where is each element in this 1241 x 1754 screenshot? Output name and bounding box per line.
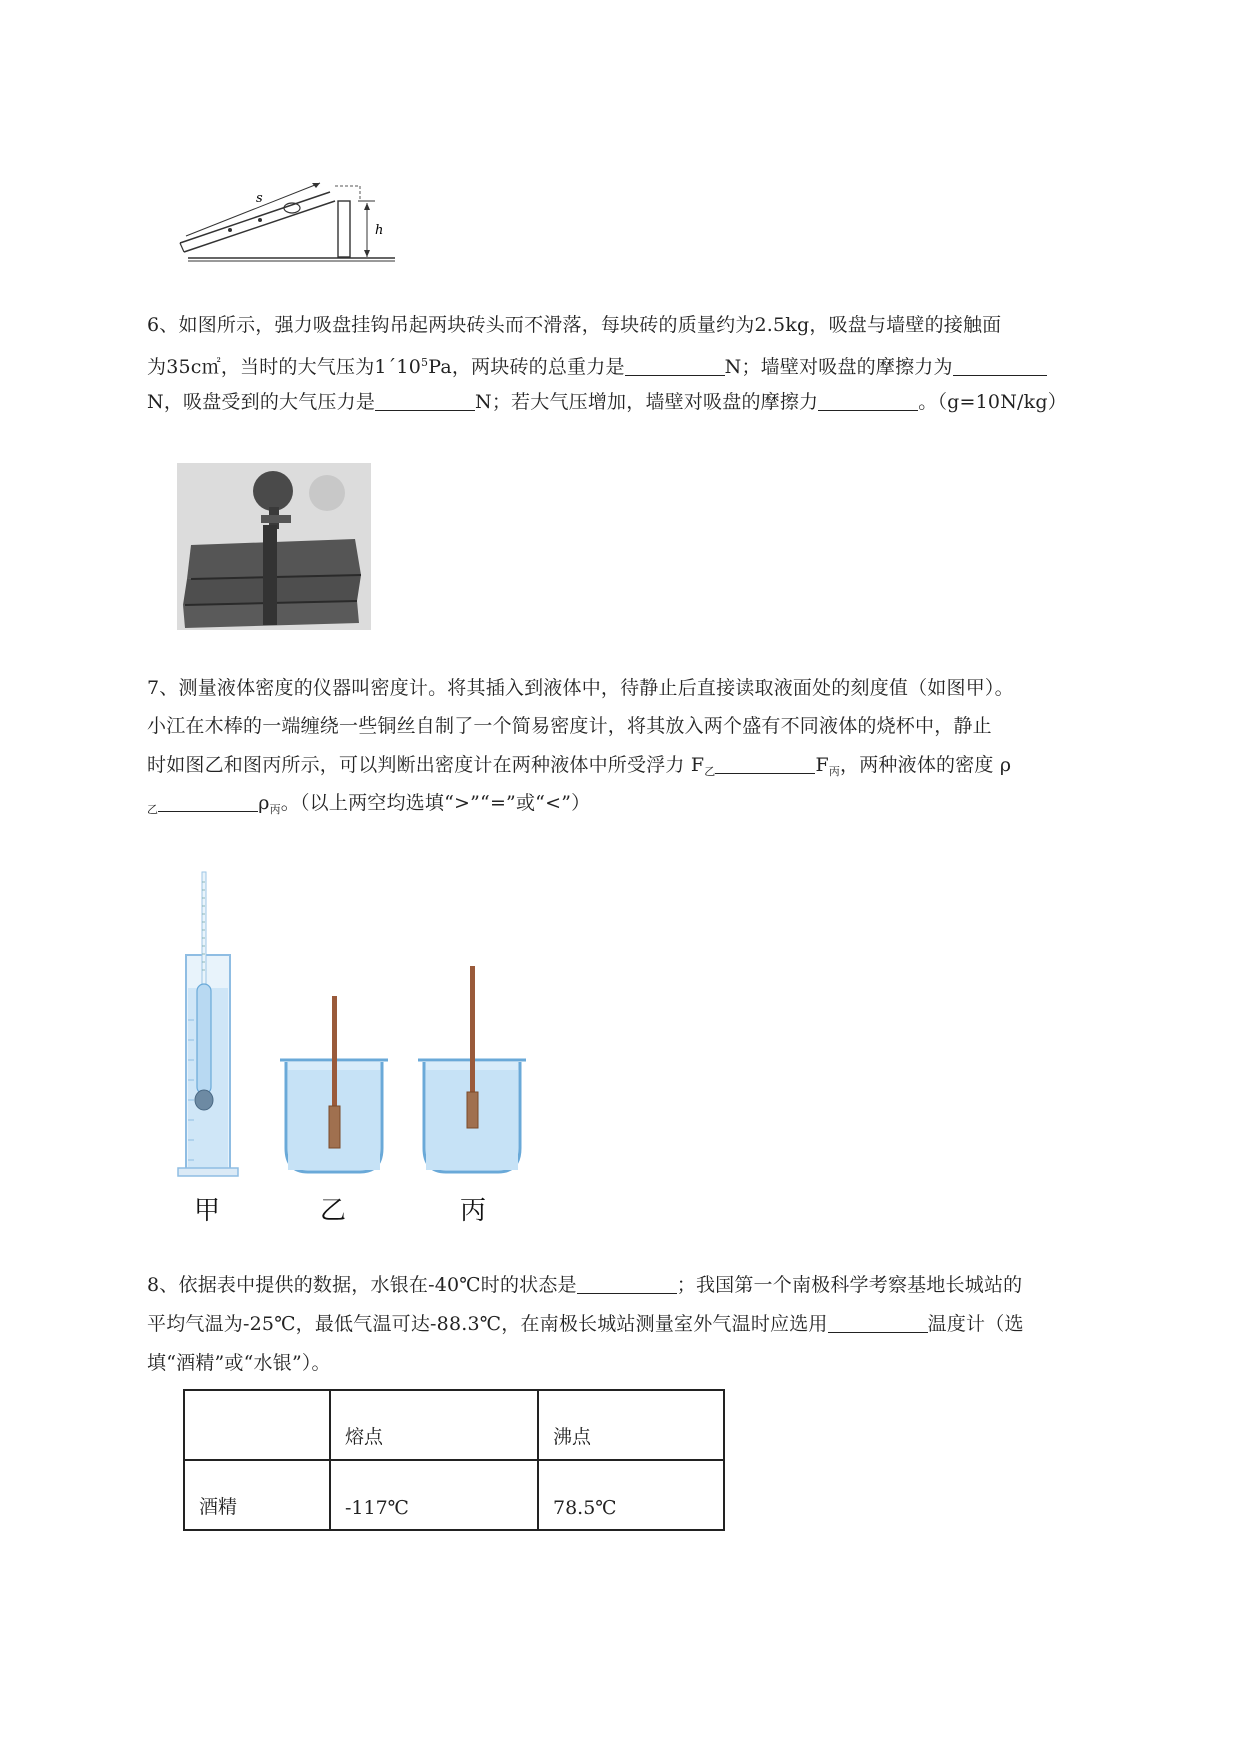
label-s: s: [256, 191, 263, 206]
caption-yi: 乙: [320, 1196, 347, 1226]
q6-line3: N，吸盘受到的大气压力是 N；若大气压增加，墙壁对吸盘的摩擦力 。（g=10N/kg）: [147, 391, 1067, 413]
table-header-cell: 熔点: [330, 1390, 538, 1460]
table-header-row: [184, 1390, 724, 1460]
hydrometer-figure: [170, 870, 540, 1180]
table-row: [184, 1460, 724, 1530]
q7-line4: $_乙$ $\rho_丙$。（以上两空均选填“>”“=”或“<”）: [147, 792, 591, 816]
q8-line2: 平均气温为-25℃，最低气温可达-88.3℃，在南极长城站测量室外气温时应选用 温度计（选: [147, 1313, 1024, 1335]
answer-blank-thermometer[interactable]: [828, 1312, 928, 1333]
table-cell: -117℃: [330, 1460, 538, 1530]
answer-blank-buoyancy[interactable]: [715, 753, 815, 774]
q7-line3: 时如图乙和图丙所示，可以判断出密度计在两种液体中所受浮力 $F_乙$ $F_丙$，两种液体的密度 ρ: [147, 754, 1012, 778]
q8-line3: 填“酒精”或“水银”）。: [147, 1352, 331, 1374]
answer-blank-total-gravity[interactable]: [625, 355, 725, 376]
caption-bing: 丙: [460, 1196, 487, 1226]
answer-blank-friction-change[interactable]: [818, 390, 918, 411]
answer-blank-density[interactable]: [158, 791, 258, 812]
incline-figure: [170, 168, 400, 268]
suction-cup-photo: [177, 463, 371, 630]
table-cell: 酒精: [184, 1460, 330, 1530]
answer-blank-pressure-force[interactable]: [375, 390, 475, 411]
q7-line1: 7、测量液体密度的仪器叫密度计。将其插入到液体中，待静止后直接读取液面处的刻度值（如图甲）。: [147, 677, 1014, 699]
q8-line1: 8、依据表中提供的数据，水银在-40℃时的状态是 ；我国第一个南极科学考察基地长城站的: [147, 1274, 1023, 1296]
q6-line1: 6、如图所示，强力吸盘挂钩吊起两块砖头而不滑落，每块砖的质量约为2.5kg，吸盘与墙壁的接触面: [147, 314, 1002, 336]
answer-blank-friction[interactable]: [953, 355, 1047, 376]
table-header-cell: [184, 1390, 330, 1460]
q7-line2: 小江在木棒的一端缠绕一些铜丝自制了一个简易密度计，将其放入两个盛有不同液体的烧杯中，静止: [147, 715, 992, 737]
answer-blank-mercury-state[interactable]: [577, 1273, 677, 1294]
table-header-cell: 沸点: [538, 1390, 724, 1460]
data-table: [183, 1389, 725, 1531]
label-h: h: [375, 223, 384, 238]
table-cell: 78.5℃: [538, 1460, 724, 1530]
q6-line2: 为35c㎡，当时的大气压为$1´10^5Pa$，两块砖的总重力是 N；墙壁对吸盘的摩擦力为: [147, 350, 1047, 380]
caption-jia: 甲: [194, 1196, 221, 1226]
